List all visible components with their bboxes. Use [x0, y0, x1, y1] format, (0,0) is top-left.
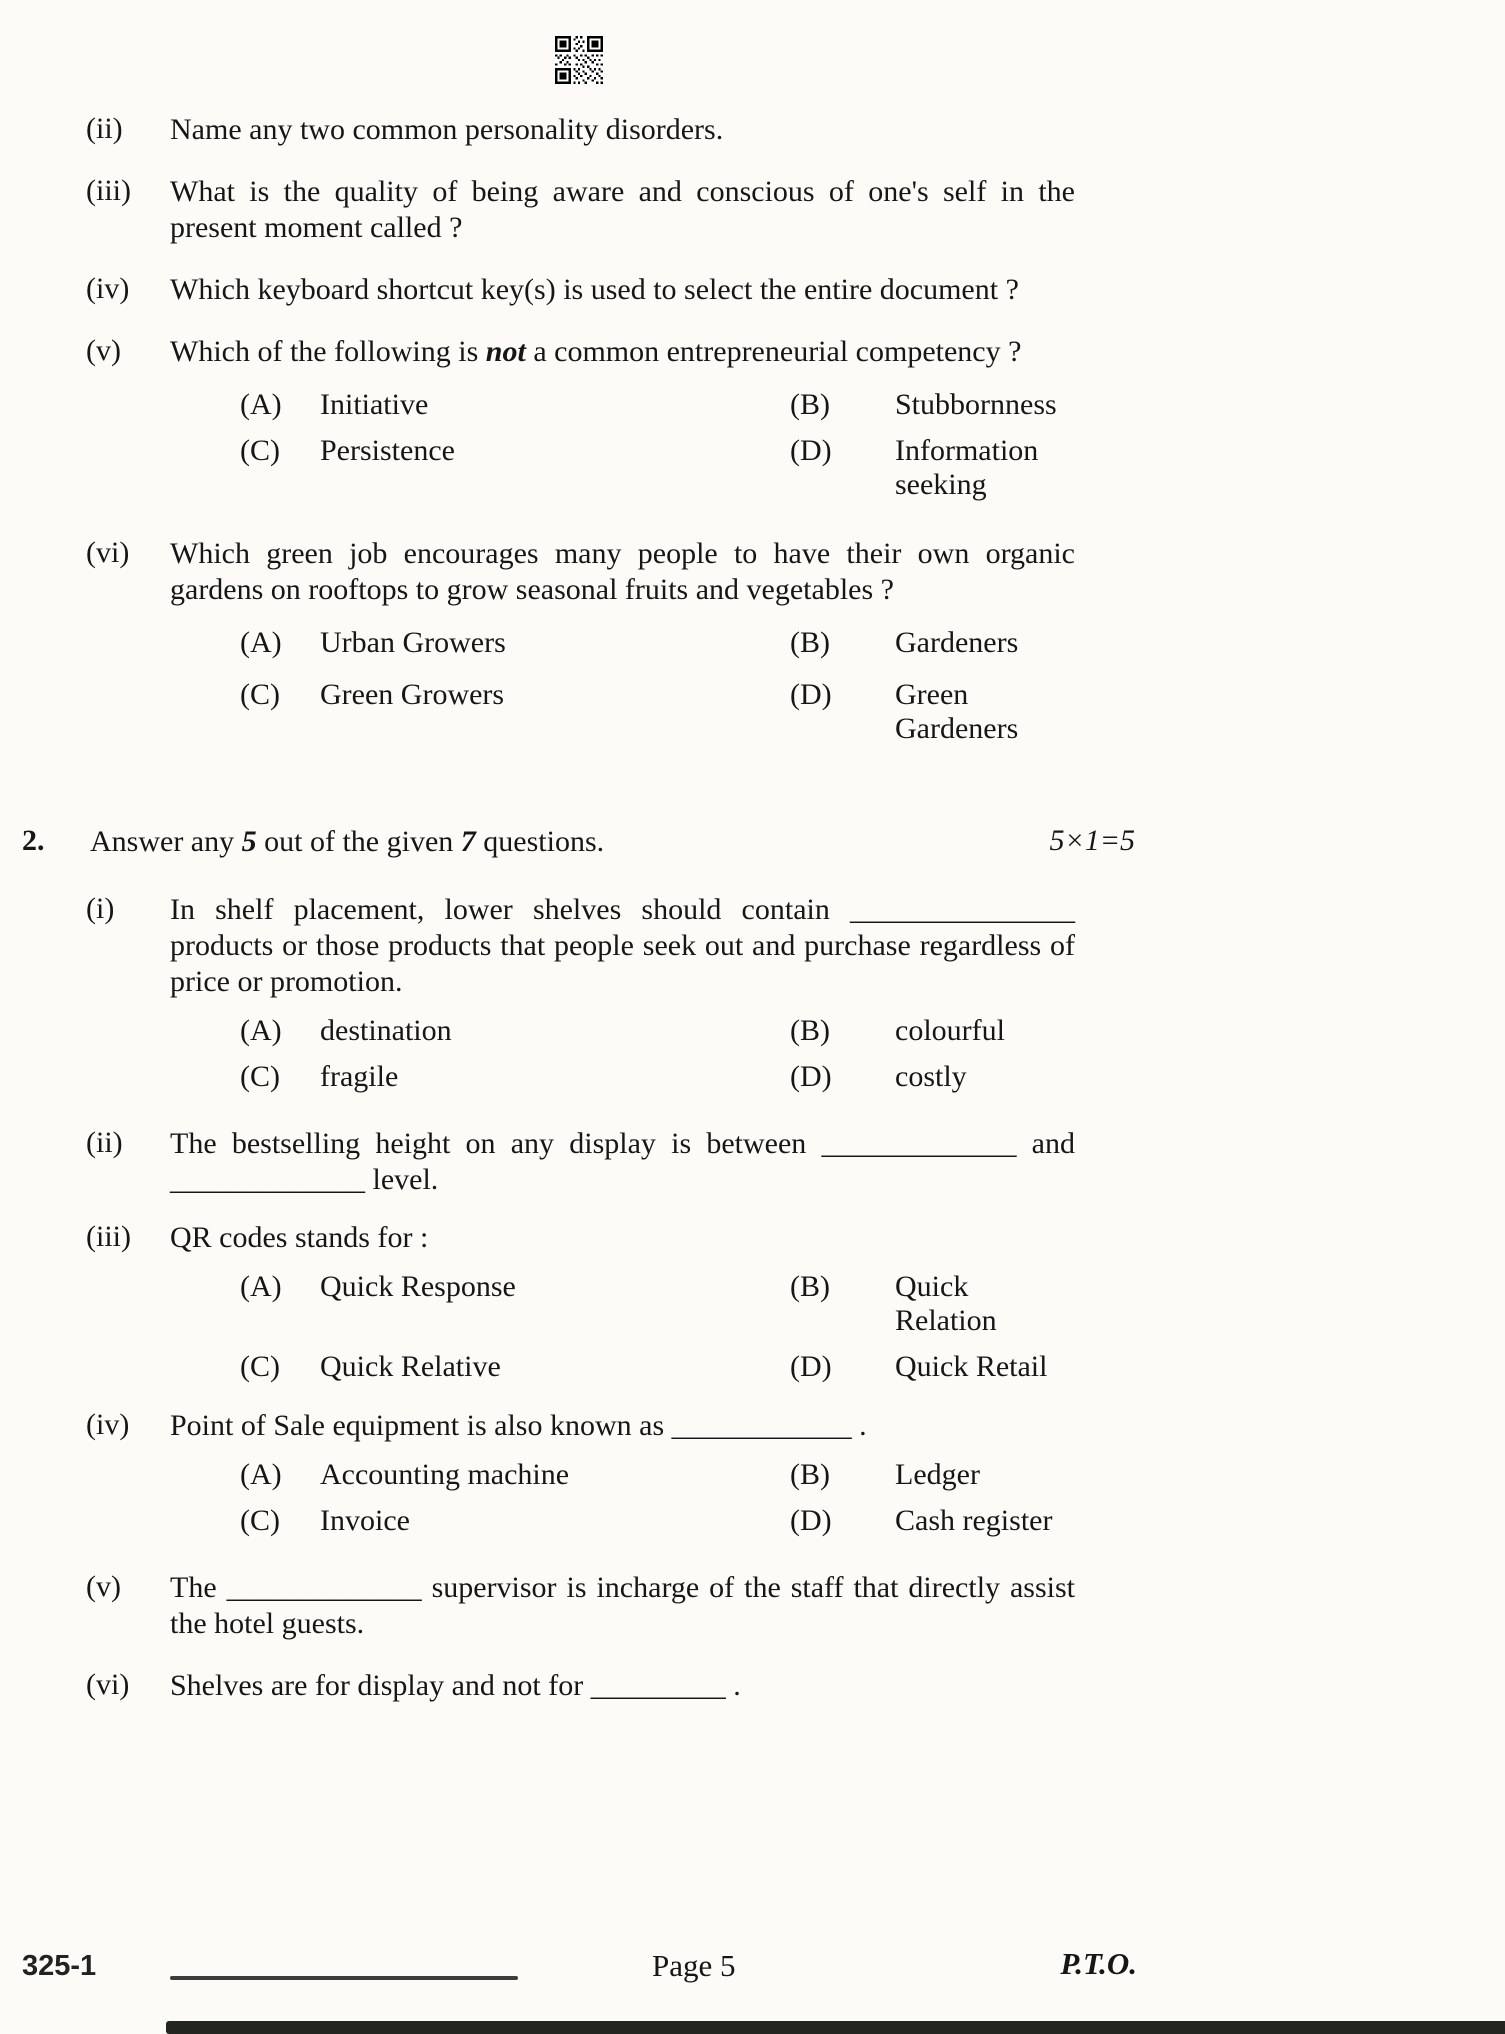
- option-a: [240, 1458, 790, 1492]
- option-letter: (D): [790, 434, 832, 467]
- option-label: Gardeners: [895, 626, 1019, 659]
- option-label: Green Growers: [320, 678, 505, 711]
- question-number: (vi): [86, 1668, 130, 1701]
- option-letter: (C): [240, 1504, 280, 1537]
- option-label: Quick Relative: [320, 1350, 501, 1383]
- option-letter: (D): [790, 1504, 832, 1537]
- option-letter: (B): [790, 1270, 830, 1303]
- option-letter: (A): [240, 1014, 282, 1047]
- options: [170, 1014, 1075, 1094]
- paper-code: 325-1: [22, 1950, 97, 1982]
- option-a: [240, 626, 790, 660]
- question-text-post: a common entrepreneurial competency ?: [525, 335, 1022, 368]
- question-number: (ii): [86, 112, 123, 145]
- option-letter: (C): [240, 678, 280, 711]
- question-2-v: [22, 1570, 1135, 1642]
- options: [170, 1270, 1075, 1384]
- option-label: Cash register: [895, 1504, 1053, 1537]
- option-label: Persistence: [320, 434, 455, 467]
- marks-label: 5×1=5: [1049, 824, 1135, 857]
- option-b: [790, 626, 1075, 660]
- option-letter: (A): [240, 1458, 282, 1491]
- option-label: Stubbornness: [895, 388, 1057, 421]
- option-row: [170, 1458, 1075, 1492]
- question-body: [170, 1668, 1075, 1704]
- options: [170, 1458, 1075, 1538]
- option-letter: (D): [790, 1060, 832, 1093]
- option-label: Quick Retail: [895, 1350, 1048, 1383]
- instruction-pre: Answer any: [90, 825, 242, 858]
- question-text: In shelf placement, lower shelves should contain _______________ products or those products that people seek out and purchase regardless of price or promotion.: [170, 893, 1075, 998]
- option-row: [170, 1504, 1075, 1538]
- question-1-vi: [22, 536, 1135, 746]
- pto-label: P.T.O.: [1060, 1946, 1137, 1981]
- option-letter: (D): [790, 1350, 832, 1383]
- option-b: [790, 1270, 1075, 1338]
- question-number: (v): [86, 334, 121, 367]
- option-b: [790, 1458, 1075, 1492]
- option-b: [790, 1014, 1075, 1048]
- question-number: (vi): [86, 536, 130, 569]
- question-2-number: 2.: [22, 824, 45, 857]
- qr-code-icon: [555, 36, 603, 84]
- page-content: [22, 36, 1135, 1704]
- option-label: Green Gardeners: [895, 678, 1019, 745]
- options: [170, 626, 1075, 746]
- option-label: Quick Relation: [895, 1270, 997, 1337]
- instruction-total: 7: [460, 825, 476, 858]
- option-letter: (A): [240, 388, 282, 421]
- option-a: [240, 1270, 790, 1338]
- options: [170, 388, 1075, 502]
- option-letter: (B): [790, 1014, 830, 1047]
- question-2-iv: [22, 1408, 1135, 1538]
- option-label: fragile: [320, 1060, 399, 1093]
- option-row: [170, 434, 1075, 502]
- question-2-ii: [22, 1126, 1135, 1198]
- option-letter: (C): [240, 1350, 280, 1383]
- option-a: [240, 1014, 790, 1048]
- option-row: [170, 388, 1075, 422]
- option-row: [170, 678, 1075, 746]
- option-label: Invoice: [320, 1504, 410, 1537]
- option-label: destination: [320, 1014, 452, 1047]
- instruction-post: questions.: [475, 825, 605, 858]
- question-text-emphasis: not: [485, 335, 526, 368]
- option-row: [170, 1060, 1075, 1094]
- option-letter: (C): [240, 434, 280, 467]
- question-number: (ii): [86, 1126, 123, 1159]
- question-text: The bestselling height on any display is between _____________ and _____________ level.: [170, 1127, 1075, 1196]
- option-label: Ledger: [895, 1458, 980, 1491]
- option-d: [790, 1504, 1075, 1538]
- instruction-mid: out of the given: [256, 825, 461, 858]
- question-body: [170, 1570, 1075, 1642]
- question-text: [170, 334, 1075, 370]
- question-number: (iv): [86, 272, 130, 305]
- question-body: [170, 272, 1075, 308]
- question-2-i: [22, 892, 1135, 1094]
- option-row: [170, 1014, 1075, 1048]
- option-d: [790, 434, 1075, 502]
- question-text: The _____________ supervisor is incharge of the staff that directly assist the hotel guests.: [170, 1571, 1075, 1640]
- question-text: What is the quality of being aware and conscious of one's self in the present moment called ?: [170, 175, 1075, 244]
- question-text-pre: Which of the following is: [170, 335, 486, 368]
- option-row: [170, 1270, 1075, 1338]
- question-text: Which green job encourages many people to have their own organic gardens on rooftops to grow seasonal fruits and vegetables ?: [170, 537, 1075, 606]
- scan-edge-artifact: [166, 2021, 1505, 2034]
- qr-wrap: [22, 36, 1135, 86]
- option-c: [240, 1060, 790, 1094]
- question-1-iv: [22, 272, 1135, 308]
- option-label: colourful: [895, 1014, 1005, 1047]
- question-2-iii: [22, 1220, 1135, 1384]
- question-number: (iii): [86, 174, 131, 207]
- option-c: [240, 678, 790, 746]
- option-letter: (C): [240, 1060, 280, 1093]
- option-letter: (B): [790, 626, 830, 659]
- option-d: [790, 1350, 1075, 1384]
- option-label: Information seeking: [895, 434, 1039, 501]
- question-text: QR codes stands for :: [170, 1221, 429, 1254]
- option-a: [240, 388, 790, 422]
- footer-divider-line: [170, 1976, 518, 1980]
- option-c: [240, 1350, 790, 1384]
- option-row: [170, 1350, 1075, 1384]
- option-letter: (B): [790, 388, 830, 421]
- question-text: Name any two common personality disorders.: [170, 113, 724, 146]
- option-letter: (D): [790, 678, 832, 711]
- option-letter: (B): [790, 1458, 830, 1491]
- question-body: [170, 1220, 1075, 1384]
- option-letter: (A): [240, 1270, 282, 1303]
- option-c: [240, 434, 790, 502]
- question-number: (i): [86, 892, 115, 925]
- option-b: [790, 388, 1075, 422]
- question-body: [170, 334, 1075, 502]
- question-2-heading: [22, 824, 1135, 860]
- question-1-v: [22, 334, 1135, 502]
- option-letter: (A): [240, 626, 282, 659]
- question-body: [170, 174, 1075, 246]
- question-body: [170, 536, 1075, 746]
- question-1-iii: [22, 174, 1135, 246]
- instruction-count: 5: [241, 825, 257, 858]
- question-body: [170, 112, 1075, 148]
- question-text: Point of Sale equipment is also known as ____________ .: [170, 1409, 867, 1442]
- option-row: [170, 626, 1075, 660]
- option-label: costly: [895, 1060, 967, 1093]
- question-body: [170, 1126, 1075, 1198]
- question-body: [170, 1408, 1075, 1538]
- option-label: Quick Response: [320, 1270, 516, 1303]
- option-d: [790, 1060, 1075, 1094]
- question-2-vi: [22, 1668, 1135, 1704]
- question-number: (iii): [86, 1220, 131, 1253]
- question-1-ii: [22, 112, 1135, 148]
- option-c: [240, 1504, 790, 1538]
- question-text: Which keyboard shortcut key(s) is used to select the entire document ?: [170, 273, 1019, 306]
- question-number: (v): [86, 1570, 121, 1603]
- question-body: [170, 892, 1075, 1094]
- option-label: Initiative: [320, 388, 429, 421]
- option-label: Accounting machine: [320, 1458, 570, 1491]
- question-text: Shelves are for display and not for _________ .: [170, 1669, 741, 1702]
- page-number: Page 5: [652, 1948, 736, 1983]
- question-number: (iv): [86, 1408, 130, 1441]
- option-d: [790, 678, 1075, 746]
- question-2-instruction: [90, 824, 1030, 860]
- option-label: Urban Growers: [320, 626, 506, 659]
